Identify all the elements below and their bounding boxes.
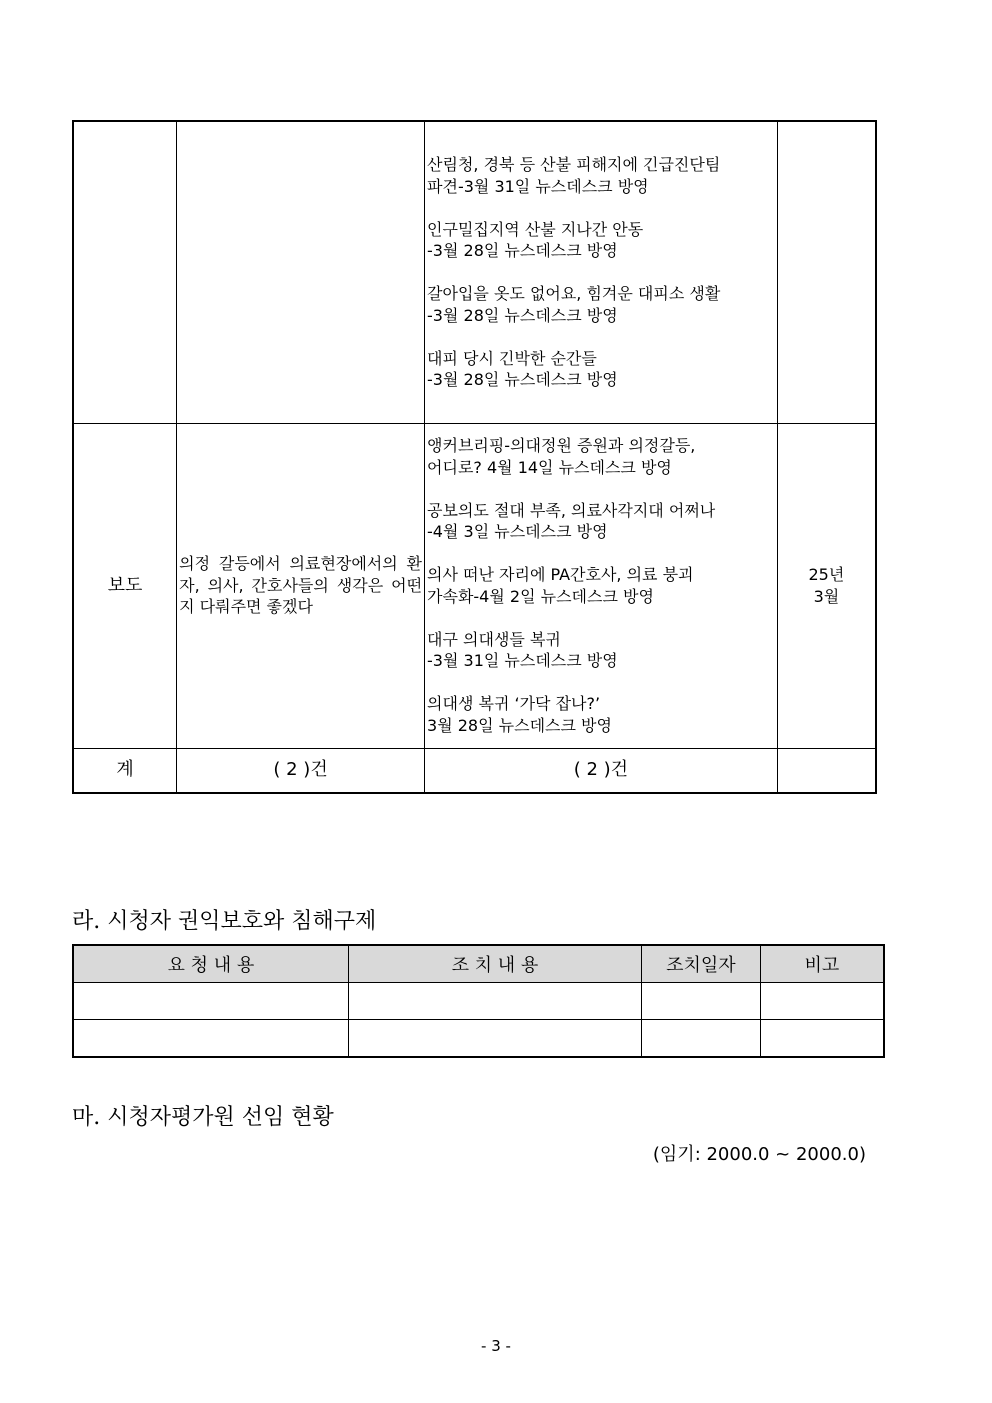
date-cell <box>777 121 876 423</box>
header-action-date: 조치일자 <box>642 945 761 983</box>
total-note <box>777 748 876 793</box>
header-request: 요 청 내 용 <box>73 945 348 983</box>
cell <box>642 1020 761 1058</box>
table-header-row <box>73 945 884 983</box>
action-item: 의대생 복귀 ‘가닥 잡나?’ 3월 28일 뉴스데스크 방영 <box>427 694 612 735</box>
cell <box>760 1020 884 1058</box>
action-item: 앵커브리핑-의대정원 증원과 의정갈등, 어디로? 4월 14일 뉴스데스크 방영 <box>427 436 696 477</box>
rights-protection-table <box>72 944 885 1058</box>
header-action: 조 치 내 용 <box>348 945 641 983</box>
term-text: (임기: 2000.0 ~ 2000.0) <box>652 1144 866 1165</box>
action-item: 공보의도 절대 부족, 의료사각지대 어쩌나 -4월 3일 뉴스데스크 방영 <box>427 500 716 541</box>
action-item: 인구밀집지역 산불 지나간 안동 -3월 28일 뉴스데스크 방영 <box>427 219 644 260</box>
table-row <box>73 423 876 748</box>
action-item: 대피 당시 긴박한 순간들 -3월 28일 뉴스데스크 방영 <box>427 348 618 389</box>
request-cell <box>177 121 425 423</box>
table-row <box>73 121 876 423</box>
broadcast-feedback-table <box>72 120 877 794</box>
total-row <box>73 748 876 793</box>
page-number: - 3 - <box>481 1337 511 1355</box>
actions-cell <box>425 423 778 748</box>
request-cell: 의정 갈등에서 의료현장에서의 환자, 의사, 간호사들의 생각은 어떤지 다뤄주면 좋겠다 <box>177 423 425 748</box>
section-heading-ra: 라. 시청자 권익보호와 침해구제 <box>72 909 377 934</box>
table-row <box>73 1020 884 1058</box>
category-cell: 보도 <box>73 423 177 748</box>
action-item: 대구 의대생들 복귀 -3월 31일 뉴스데스크 방영 <box>427 629 618 670</box>
table-row <box>73 983 884 1020</box>
date-cell: 25년 3월 <box>777 423 876 748</box>
total-label: 계 <box>73 748 177 793</box>
total-actions: ( 2 )건 <box>425 748 778 793</box>
cell <box>760 983 884 1020</box>
cell <box>73 983 348 1020</box>
total-requests: ( 2 )건 <box>177 748 425 793</box>
cell <box>642 983 761 1020</box>
header-remarks: 비고 <box>760 945 884 983</box>
cell <box>348 983 641 1020</box>
section-heading-ma: 마. 시청자평가원 선임 현황 <box>72 1105 334 1130</box>
action-item: 의사 떠난 자리에 PA간호사, 의료 붕괴 가속화-4월 2일 뉴스데스크 방영 <box>427 565 694 606</box>
category-cell <box>73 121 177 423</box>
actions-cell <box>425 121 778 423</box>
action-item: 갈아입을 옷도 없어요, 힘겨운 대피소 생활 -3월 28일 뉴스데스크 방영 <box>427 284 721 325</box>
cell <box>73 1020 348 1058</box>
action-item: 산림청, 경북 등 산불 피해지에 긴급진단팀 파견-3월 31일 뉴스데스크 방영 <box>427 155 721 196</box>
cell <box>348 1020 641 1058</box>
